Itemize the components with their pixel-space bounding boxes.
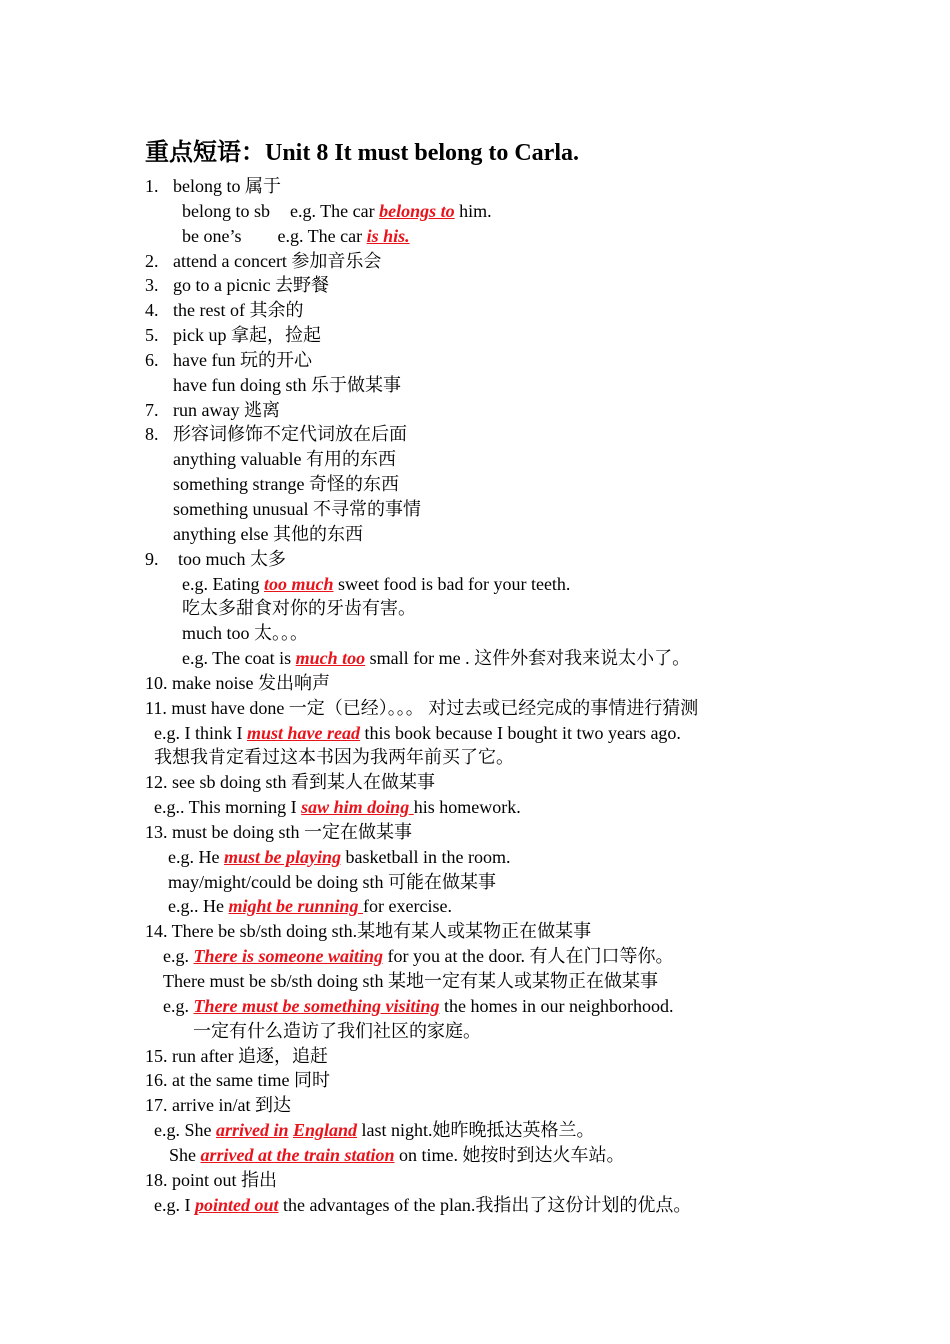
sub-phrase: something strange 奇怪的东西 [173, 474, 399, 495]
sub-phrase: belong to sb [182, 200, 270, 221]
list-item: 15. run after 追逐，追赶 [145, 1045, 328, 1066]
example-text: e.g. [163, 946, 194, 967]
list-item [145, 174, 925, 199]
translation-line: 我想我肯定看过这本书因为我两年前买了它。 [154, 747, 514, 768]
list-item [145, 273, 925, 298]
example-text: e.g. The coat is [182, 648, 296, 669]
example-text: She [169, 1144, 201, 1165]
highlight-phrase: might be running [228, 896, 364, 917]
phrase-text: run away 逃离 [173, 399, 280, 420]
example-text: his homework. [413, 797, 521, 818]
item-number: 6. [145, 349, 159, 370]
list-item [145, 422, 925, 447]
example-text: the homes in our neighborhood. [439, 995, 674, 1016]
item-number: 2. [145, 250, 159, 271]
phrase-text: belong to 属于 [173, 176, 281, 196]
example-text: e.g. The car [277, 225, 367, 246]
item-number: 4. [145, 300, 159, 321]
item-number: 7. [145, 399, 159, 420]
translation-line: 吃太多甜食对你的牙齿有害。 [182, 598, 416, 619]
example-text: this book because I bought it two years ago. [360, 722, 681, 743]
example-text: the advantages of the plan.我指出了这份计划的优点。 [278, 1194, 692, 1215]
example-text: e.g. I think I [154, 722, 247, 743]
sub-phrase: There must be sb/sth doing sth 某地一定有某人或某物正在做某事 [163, 971, 658, 991]
highlight-phrase: pointed out [194, 1194, 279, 1215]
example-text: e.g. Eating [182, 573, 264, 594]
example-text: e.g.. This morning I [154, 797, 302, 818]
list-item: 16. at the same time 同时 [145, 1070, 330, 1091]
item-number: 8. [145, 424, 159, 445]
list-item [145, 348, 925, 373]
highlight-phrase: is his. [366, 225, 410, 246]
example-line [145, 224, 925, 249]
phrase-text: the rest of 其余的 [173, 300, 304, 321]
example-line [145, 994, 925, 1019]
highlight-phrase: England [293, 1120, 358, 1141]
highlight-phrase: There must be something visiting [193, 995, 440, 1016]
highlight-phrase: saw him doing [301, 797, 414, 818]
translation-line: 一定有什么造访了我们社区的家庭。 [193, 1020, 481, 1041]
example-line [145, 1118, 925, 1143]
sub-phrase: be one’s [182, 225, 242, 246]
sub-phrase: much too 太。。。 [182, 623, 308, 644]
phrase-text: have fun 玩的开心 [173, 349, 312, 370]
example-line [145, 944, 925, 969]
list-item: 10. make noise 发出响声 [145, 672, 330, 693]
phrase-text: go to a picnic 去野餐 [173, 275, 329, 296]
sub-phrase: have fun doing sth 乐于做某事 [173, 374, 401, 395]
example-text: e.g. The car [290, 200, 380, 221]
highlight-phrase: must have read [246, 722, 360, 743]
item-number: 1. [145, 176, 159, 196]
example-text: small for me . 这件外套对我来说太小了。 [365, 648, 691, 669]
example-line [145, 1193, 925, 1218]
list-item [145, 298, 925, 323]
sub-phrase: may/might/could be doing sth 可能在做某事 [168, 871, 496, 892]
list-item [145, 323, 925, 348]
example-text: e.g.. He [168, 896, 229, 917]
example-line [145, 1143, 925, 1168]
highlight-phrase: There is someone waiting [193, 946, 384, 967]
highlight-phrase: too much [263, 573, 334, 594]
phrase-list [145, 174, 925, 1217]
phrase-text: pick up 拿起，捡起 [173, 325, 321, 346]
example-text: on time. 她按时到达火车站。 [394, 1144, 625, 1165]
example-line [145, 646, 925, 671]
list-item: 17. arrive in/at 到达 [145, 1095, 291, 1116]
list-item [145, 398, 925, 423]
example-line [145, 795, 925, 820]
highlight-phrase: belongs to [379, 200, 455, 221]
phrase-text: attend a concert 参加音乐会 [173, 250, 382, 271]
example-line [145, 845, 925, 870]
phrase-text: 形容词修饰不定代词放在后面 [173, 424, 407, 445]
example-text: him. [454, 200, 492, 221]
example-text: e.g. He [168, 846, 224, 867]
highlight-phrase: arrived at the train station [200, 1144, 395, 1165]
example-line [145, 572, 925, 597]
list-item: 14. There be sb/sth doing sth.某地有某人或某物正在做某事 [145, 921, 592, 942]
example-text: for exercise. [363, 896, 452, 917]
item-number: 9. [145, 548, 159, 569]
phrase-text: too much 太多 [178, 548, 286, 569]
example-line [145, 894, 925, 919]
list-item [145, 249, 925, 274]
sub-phrase: anything valuable 有用的东西 [173, 449, 396, 470]
example-text: e.g. She [154, 1120, 216, 1141]
list-item: 13. must be doing sth 一定在做某事 [145, 821, 413, 842]
sub-phrase: anything else 其他的东西 [173, 523, 363, 544]
example-text: e.g. I [154, 1194, 195, 1215]
example-text: sweet food is bad for your teeth. [333, 573, 571, 594]
example-text: last night.她昨晚抵达英格兰。 [357, 1120, 595, 1141]
list-item: 11. must have done 一定（已经）。。。 对过去或已经完成的事情进行猜测 [145, 697, 699, 718]
list-item: 18. point out 指出 [145, 1169, 278, 1190]
example-line [145, 199, 925, 224]
example-line [145, 721, 925, 746]
item-number: 5. [145, 325, 159, 346]
list-item: 12. see sb doing sth 看到某人在做某事 [145, 772, 435, 793]
sub-phrase: something unusual 不寻常的事情 [173, 498, 421, 519]
example-text: basketball in the room. [341, 846, 511, 867]
highlight-phrase: arrived in [216, 1120, 289, 1141]
list-item [145, 547, 925, 572]
highlight-phrase: must be playing [223, 846, 341, 867]
highlight-phrase: much too [295, 648, 366, 669]
item-number: 3. [145, 275, 159, 296]
example-text: e.g. [163, 995, 194, 1016]
page-title: 重点短语：Unit 8 It must belong to Carla. [145, 140, 580, 166]
example-text: for you at the door. 有人在门口等你。 [383, 946, 674, 967]
